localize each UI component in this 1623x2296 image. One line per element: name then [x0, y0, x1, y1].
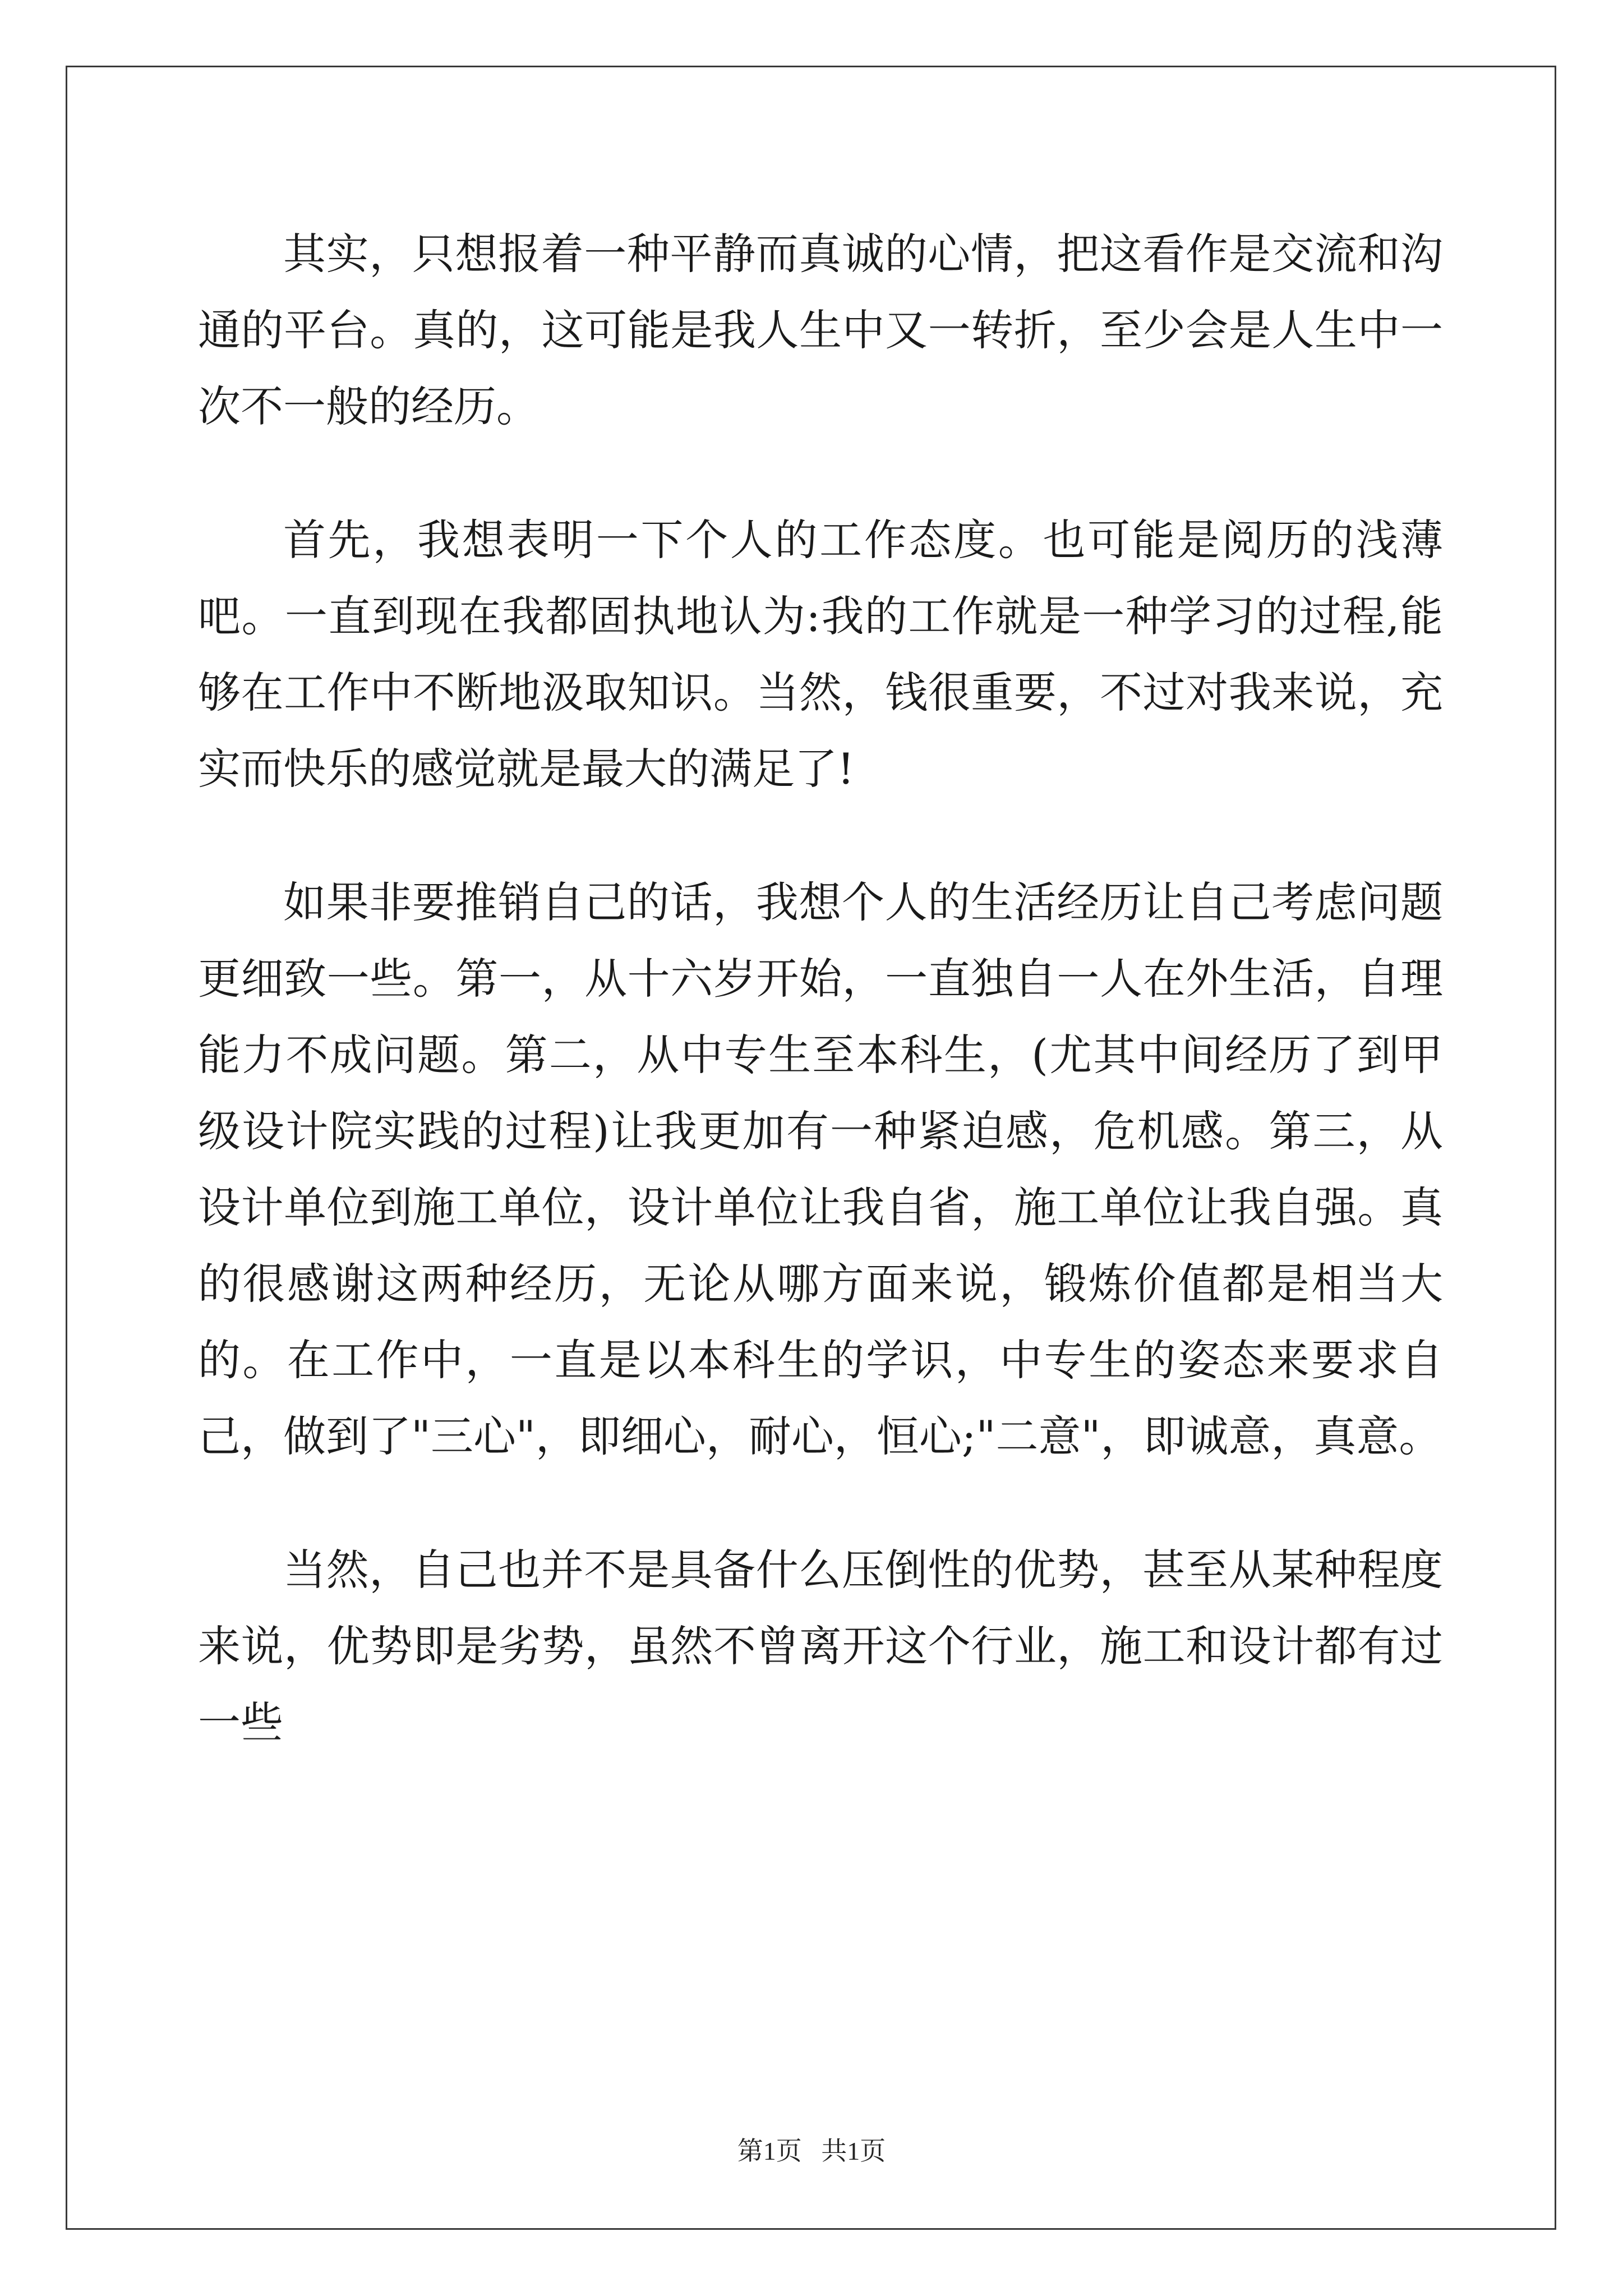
paragraph-1: 其实，只想报着一种平静而真诚的心情，把这看作是交流和沟通的平台。真的，这可能是我人生中又一转折，至少会是人生中一次不一般的经历。 [198, 229, 1443, 431]
page-number-footer: 第1页 共1页 [737, 2137, 886, 2165]
paragraph-4: 当然，自己也并不是具备什么压倒性的优势，甚至从某种程度来说，优势即是劣势，虽然不曾离开这个行业，施工和设计都有过一些 [198, 1545, 1443, 1747]
paragraph-3: 如果非要推销自己的话，我想个人的生活经历让自己考虑问题更细致一些。第一，从十六岁开始，一直独自一人在外生活，自理能力不成问题。第二，从中专生至本科生，(尤其中间经历了到甲级设计院实践的过程)让我更加有一种紧迫感，危机感。第三，从设计单位到施工单位，设计单位让我自省，施工单位让我自强。真的很感谢这两种经历，无论从哪方面来说，锻炼价值都是相当大的。在工作中，一直是以本科生的学识，中专生的姿态来要求自己，做到了"三心"，即细心，耐心，恒心;"二意"，即诚意，真意。 [198, 877, 1443, 1461]
document-body [198, 216, 1443, 1761]
paragraph-2: 首先，我想表明一下个人的工作态度。也可能是阅历的浅薄吧。一直到现在我都固执地认为:我的工作就是一种学习的过程,能够在工作中不断地汲取知识。当然，钱很重要，不过对我来说，充实而快乐的感觉就是最大的满足了! [198, 515, 1443, 794]
